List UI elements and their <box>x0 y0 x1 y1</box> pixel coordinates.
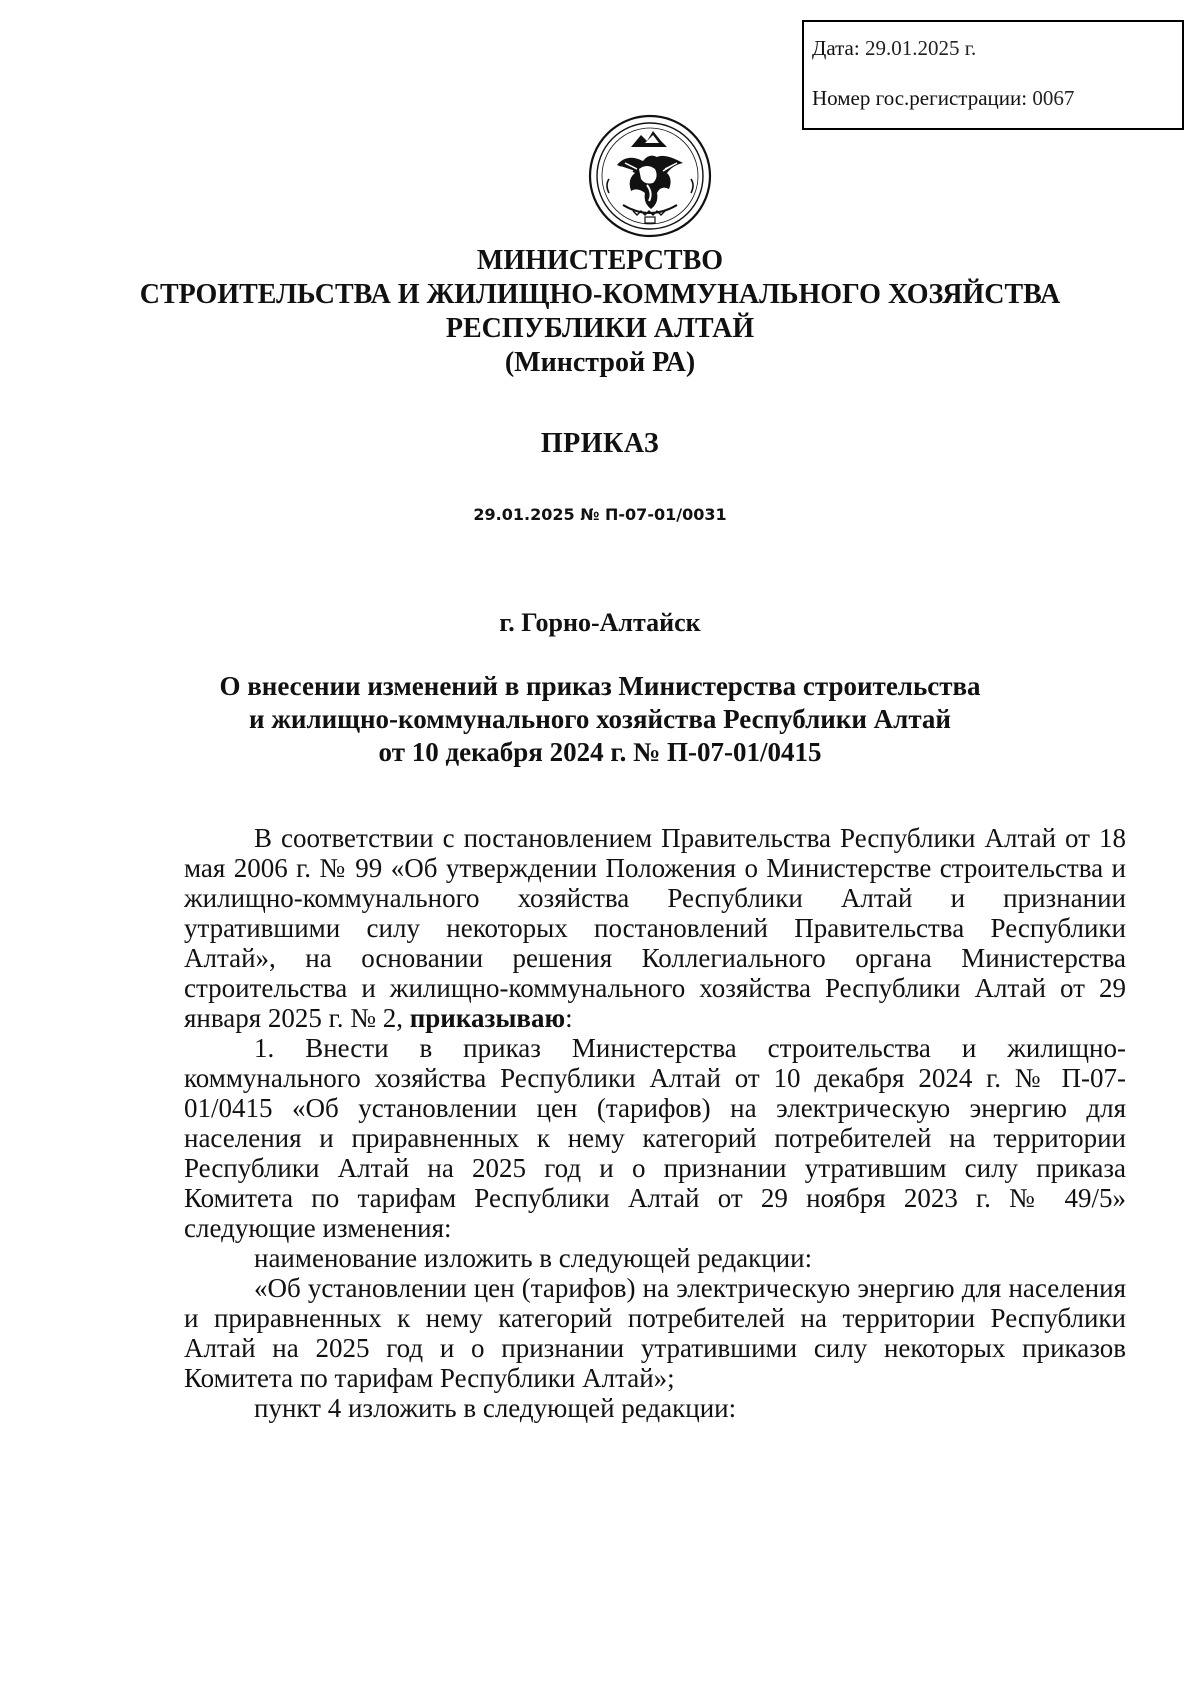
registration-number-value: 0067 <box>1032 86 1075 110</box>
registration-box <box>802 20 1184 130</box>
body-paragraph-new-name: «Об установлении цен (тарифов) на электрическую энергию для населения и приравненных к нему категорий потребителей на территории Республики Алтай на 2025 год и о признании утратившими силу некоторых приказов Комитета по тарифам Республики Алтай»; <box>184 1273 1126 1393</box>
document-number: 29.01.2025 № П-07-01/0031 <box>473 505 727 524</box>
body-paragraph-1: 1. Внести в приказ Министерства строительства и жилищно-коммунального хозяйства Республики Алтай от 10 декабря 2024 г. № П-07-01/0415 «Об установлении цен (тарифов) на электрическую энергию для населения и приравненных к нему категорий потребителей на территории Республики Алтай на 2025 год и о признании утратившим силу приказа Комитета по тарифам Республики Алтай от 29 ноября 2023 г. № 49/5» следующие изменения: <box>184 1033 1126 1243</box>
preamble-colon: : <box>565 1003 573 1033</box>
ministry-abbreviation: (Минстрой РА) <box>504 346 696 378</box>
ministry-line-2: СТРОИТЕЛЬСТВА И ЖИЛИЩНО-КОММУНАЛЬНОГО ХОЗЯЙСТВА <box>139 278 1061 310</box>
document-title <box>0 670 1200 769</box>
document-title-line-2: и жилищно-коммунального хозяйства Республики Алтай <box>249 703 951 734</box>
body-paragraph-name-change: наименование изложить в следующей редакции: <box>254 1243 813 1273</box>
document-title-line-3: от 10 декабря 2024 г. № П-07-01/0415 <box>378 736 822 767</box>
preamble-text: В соответствии с постановлением Правительства Республики Алтай от 18 мая 2006 г. № 99 «Об утверждении Положения о Министерстве строительства и жилищно-коммунального хозяйства Республики Алтай и признании утратившими силу некоторых постановлений Правительства Республики Алтай», на основании решения Коллегиального органа Министерства строительства и жилищно-коммунального хозяйства Республики Алтай от 29 января 2025 г. № 2, <box>184 823 1126 1033</box>
registration-date-line <box>812 38 1182 60</box>
preamble-order-word: приказываю <box>409 1003 566 1033</box>
document-title-line-1: О внесении изменений в приказ Министерства строительства <box>219 671 981 701</box>
document-body <box>184 823 1126 1423</box>
body-paragraph-preamble <box>184 823 1126 1033</box>
registration-date-value: 29.01.2025 г. <box>864 36 977 60</box>
body-paragraph-point-4: пункт 4 изложить в следующей редакции: <box>254 1393 737 1423</box>
registration-number-label: Номер гос.регистрации: <box>812 86 1028 110</box>
registration-number-line <box>812 88 1182 110</box>
republic-altai-coat-of-arms-icon <box>587 113 713 239</box>
ministry-line-3: РЕСПУБЛИКИ АЛТАЙ <box>445 312 755 344</box>
registration-date-label: Дата: <box>812 36 860 60</box>
ministry-header <box>0 244 1200 380</box>
document-city: г. Горно-Алтайск <box>499 608 701 637</box>
ministry-line-1: МИНИСТЕРСТВО <box>476 245 724 276</box>
document-type: ПРИКАЗ <box>540 428 660 459</box>
